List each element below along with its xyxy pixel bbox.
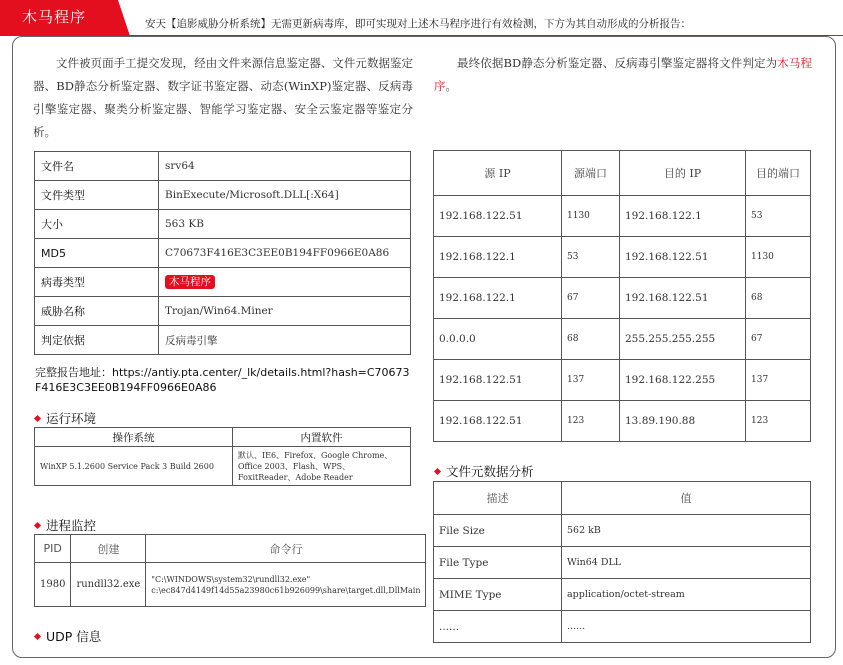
meta-value: Win64 DLL <box>562 547 811 579</box>
env-header-os: 操作系统 <box>35 428 233 447</box>
file-info-value: srv64 <box>159 152 411 181</box>
net-src-ip: 0.0.0.0 <box>434 319 562 360</box>
net-src-port: 1130 <box>562 196 620 237</box>
net-src-ip: 192.168.122.1 <box>434 237 562 278</box>
report-url[interactable]: 完整报告地址：https://antiy.pta.center/_lk/details.html?hash=C70673F416E3C3EE0B194FF0966E0A86 <box>35 366 410 394</box>
file-info-row <box>35 326 411 355</box>
net-dst-port: 53 <box>746 196 811 237</box>
intro-right-suffix: 。 <box>445 79 457 93</box>
env-table <box>34 427 411 486</box>
table-row <box>434 319 811 360</box>
table-row <box>434 579 811 611</box>
net-src-ip: 192.168.122.1 <box>434 278 562 319</box>
net-src-ip: 192.168.122.51 <box>434 196 562 237</box>
file-info-value: 563 KB <box>159 210 411 239</box>
file-info-key: 文件名 <box>35 152 159 181</box>
file-info-row <box>35 152 411 181</box>
udp-table <box>433 150 811 442</box>
section-udp-label: UDP 信息 <box>46 629 102 644</box>
diamond-bullet-icon <box>434 468 441 475</box>
net-dst-ip: 192.168.122.51 <box>620 278 746 319</box>
file-info-value: C70673F416E3C3EE0B194FF0966E0A86 <box>159 239 411 268</box>
table-row <box>434 611 811 643</box>
section-meta-title <box>435 462 534 480</box>
net-src-port: 123 <box>562 401 620 442</box>
net-dst-ip: 192.168.122.255 <box>620 360 746 401</box>
file-info-table <box>34 151 411 355</box>
table-row <box>434 237 811 278</box>
net-dst-ip: 192.168.122.51 <box>620 237 746 278</box>
net-src-port: 67 <box>562 278 620 319</box>
net-header-src-port: 源端口 <box>562 151 620 196</box>
net-src-port: 137 <box>562 360 620 401</box>
net-dst-port: 68 <box>746 278 811 319</box>
section-proc-title <box>35 516 96 534</box>
env-os-cell: WinXP 5.1.2600 Service Pack 3 Build 2600 <box>35 447 233 486</box>
meta-desc: MIME Type <box>434 579 562 611</box>
proc-pid: 1980 <box>35 563 71 607</box>
file-info-row <box>35 210 411 239</box>
meta-value: 562 kB <box>562 515 811 547</box>
net-dst-port: 123 <box>746 401 811 442</box>
table-row <box>434 360 811 401</box>
meta-desc: ...... <box>434 611 562 643</box>
file-info-row <box>35 268 411 297</box>
header-tag <box>0 0 130 36</box>
proc-header-cmd: 命令行 <box>146 535 426 563</box>
table-row <box>434 401 811 442</box>
diamond-bullet-icon <box>34 633 41 640</box>
file-info-key: 文件类型 <box>35 181 159 210</box>
table-row <box>434 278 811 319</box>
diamond-bullet-icon <box>34 522 41 529</box>
table-row <box>434 547 811 579</box>
meta-value: ...... <box>562 611 811 643</box>
net-dst-ip: 255.255.255.255 <box>620 319 746 360</box>
env-header-software: 内置软件 <box>233 428 411 447</box>
table-row <box>434 515 811 547</box>
meta-desc: File Size <box>434 515 562 547</box>
proc-create: rundll32.exe <box>71 563 146 607</box>
meta-header-desc: 描述 <box>434 482 562 515</box>
section-proc-label: 进程监控 <box>46 518 97 533</box>
net-src-ip: 192.168.122.51 <box>434 401 562 442</box>
net-header-dst-ip: 目的 IP <box>620 151 746 196</box>
proc-header-pid: PID <box>35 535 71 563</box>
net-dst-port: 137 <box>746 360 811 401</box>
file-info-value: BinExecute/Microsoft.DLL[:X64] <box>159 181 411 210</box>
intro-right-text: 最终依据BD静态分析鉴定器、反病毒引擎鉴定器将文件判定为 <box>457 56 778 70</box>
verdict-highlight: 木马程序 <box>434 56 812 93</box>
proc-cmd: "C:\WINDOWS\system32\rundll32.exe" c:\ec847d4149f14d55a23980c61b926099\share\target.dll,DllMain <box>146 563 426 607</box>
net-src-port: 53 <box>562 237 620 278</box>
table-row <box>434 196 811 237</box>
file-info-key: MD5 <box>35 239 159 268</box>
section-meta-label: 文件元数据分析 <box>446 464 534 479</box>
file-info-value <box>159 268 411 297</box>
net-dst-port: 1130 <box>746 237 811 278</box>
header-tag-label: 木马程序 <box>22 8 87 26</box>
file-info-value: Trojan/Win64.Miner <box>159 297 411 326</box>
net-header-dst-port: 目的端口 <box>746 151 811 196</box>
section-env-title <box>35 409 96 427</box>
file-info-value: 反病毒引擎 <box>159 326 411 355</box>
header-description: 安天【追影威胁分析系统】无需更新病毒库，即可实现对上述木马程序进行有效检测，下方为其自动形成的分析报告： <box>145 18 691 30</box>
section-env-label: 运行环境 <box>46 411 97 426</box>
file-info-key: 病毒类型 <box>35 268 159 297</box>
file-info-row <box>35 181 411 210</box>
net-header-src-ip: 源 IP <box>434 151 562 196</box>
diamond-bullet-icon <box>34 415 41 422</box>
meta-header-value: 值 <box>562 482 811 515</box>
net-dst-port: 67 <box>746 319 811 360</box>
section-udp-title <box>35 627 101 645</box>
file-info-key: 判定依据 <box>35 326 159 355</box>
net-src-port: 68 <box>562 319 620 360</box>
net-dst-ip: 13.89.190.88 <box>620 401 746 442</box>
file-info-key: 威胁名称 <box>35 297 159 326</box>
file-info-key: 大小 <box>35 210 159 239</box>
file-info-row <box>35 239 411 268</box>
intro-right-paragraph <box>434 52 812 98</box>
env-software-cell: 默认、IE6、Firefox、Google Chrome、Office 2003、Flash、WPS、FoxitReader、Adobe Reader <box>233 447 411 486</box>
intro-left-paragraph: 文件被页面手工提交发现，经由文件来源信息鉴定器、文件元数据鉴定器、BD静态分析鉴定器、数字证书鉴定器、动态(WinXP)鉴定器、反病毒引擎鉴定器、聚类分析鉴定器、智能学习鉴定器、安全云鉴定器等鉴定分析。 <box>33 56 413 139</box>
meta-value: application/octet-stream <box>562 579 811 611</box>
meta-desc: File Type <box>434 547 562 579</box>
file-info-row <box>35 297 411 326</box>
virus-type-badge: 木马程序 <box>165 275 215 289</box>
net-dst-ip: 192.168.122.1 <box>620 196 746 237</box>
proc-header-create: 创建 <box>71 535 146 563</box>
process-table <box>34 534 426 607</box>
net-src-ip: 192.168.122.51 <box>434 360 562 401</box>
metadata-table <box>433 481 811 643</box>
